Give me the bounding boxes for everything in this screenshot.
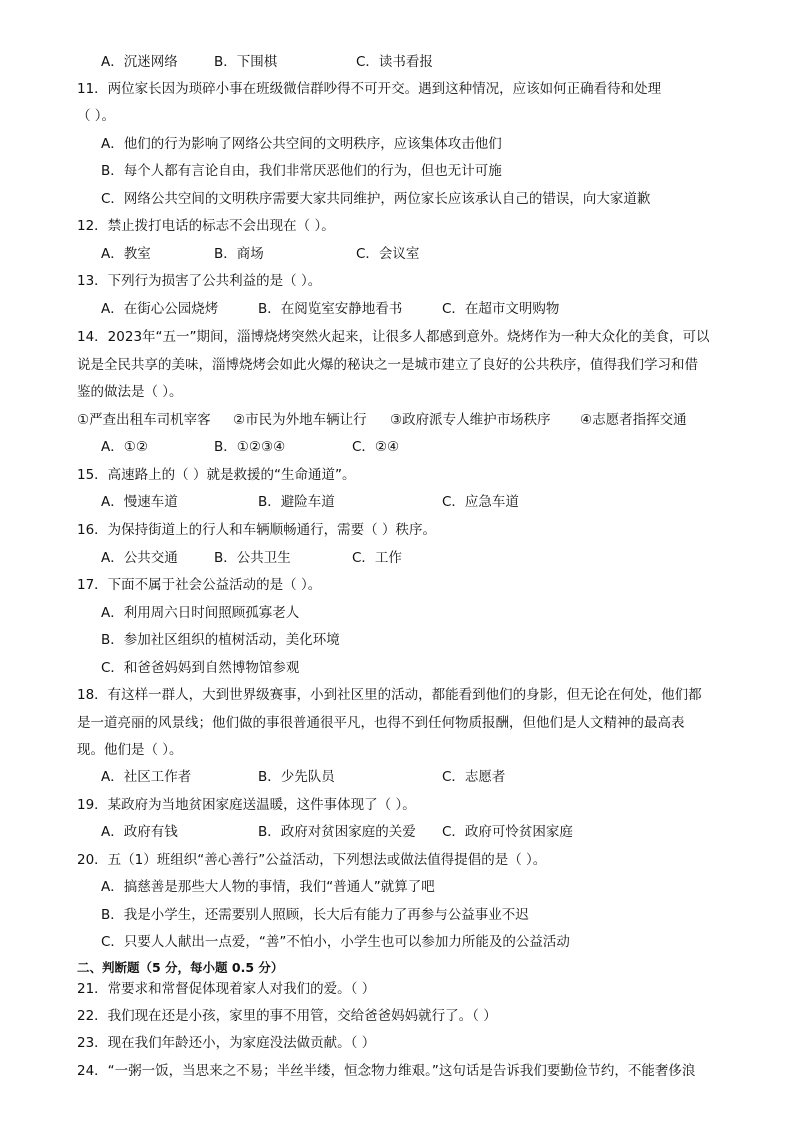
q18-option-b: B．少先队员 [258,769,335,785]
q16-stem: 16．为保持街道上的行人和车辆顺畅通行，需要（ ）秩序。 [77,522,436,538]
q19-option-c: C．政府可怜贫困家庭 [442,824,573,840]
q17-option-a: A．利用周六日时间照顾孤寡老人 [101,605,300,621]
q15-option-c: C．应急车道 [442,494,519,510]
q13-option-b: B．在阅览室安静地看书 [258,301,403,317]
q18-stem-line2: 是一道亮丽的风景线；他们做的事很普通很平凡，也得不到任何物质报酬，但他们是人文精神的最高表 [77,715,685,731]
judge-24: 24．“一粥一饭，当思来之不易；半丝半缕，恒念物力维艰。”这句话是告诉我们要勤俭节约，不能奢侈浪 [77,1063,696,1079]
q16-option-c: C．工作 [352,550,402,566]
q12-option-b: B．商场 [214,246,264,262]
q14-stem-line1: 14．2023年“五一”期间，淄博烧烤突然火起来，让很多人都感到意外。烧烤作为一种大众化的美食，可以 [77,329,710,345]
q11-stem-line1: 11．两位家长因为琐碎小事在班级微信群吵得不可开交。遇到这种情况，应该如何正确看待和处理 [77,81,662,97]
q10-option-c: C．读书看报 [356,54,433,70]
q13-option-a: A．在街心公园烧烤 [101,301,219,317]
q12-stem: 12．禁止拨打电话的标志不会出现在（ ）。 [77,218,335,234]
q20-stem: 20．五（1）班组织“善心善行”公益活动，下列想法或做法值得提倡的是（ ）。 [77,852,547,868]
q17-option-c: C．和爸爸妈妈到自然博物馆参观 [101,660,300,676]
q14-stem-line3: 鉴的做法是（ ）。 [77,384,183,400]
q13-stem: 13．下列行为损害了公共利益的是（ ）。 [77,273,322,289]
q12-option-a: A．教室 [101,246,151,262]
q10-option-b: B．下围棋 [214,54,278,70]
q19-stem: 19．某政府为当地贫困家庭送温暖，这件事体现了（ ）。 [77,797,416,813]
q18-stem-line1: 18．有这样一群人，大到世界级赛事，小到社区里的活动，都能看到他们的身影，但无论在何处，他们都 [77,687,702,703]
q14-item-4: ④志愿者指挥交通 [580,412,687,428]
q14-item-2: ②市民为外地车辆让行 [233,412,367,428]
q15-option-a: A．慢速车道 [101,494,178,510]
q17-option-b: B．参加社区组织的植树活动，美化环境 [101,632,340,648]
q16-option-a: A．公共交通 [101,550,178,566]
q14-item-3: ③政府派专人维护市场秩序 [390,412,551,428]
q14-option-a: A．①② [101,439,148,455]
q19-option-a: A．政府有钱 [101,824,178,840]
q20-option-b: B．我是小学生，还需要别人照顾，长大后有能力了再参与公益事业不迟 [101,907,529,923]
q19-option-b: B．政府对贫困家庭的关爱 [258,824,416,840]
q18-option-c: C．志愿者 [442,769,506,785]
q11-option-a: A．他们的行为影响了网络公共空间的文明秩序，应该集体攻击他们 [101,136,502,152]
q16-option-b: B．公共卫生 [214,550,291,566]
q12-option-c: C．会议室 [356,246,420,262]
q17-stem: 17．下面不属于社会公益活动的是（ ）。 [77,577,322,593]
section-2-title: 二、判断题（5 分，每小题 0.5 分） [77,960,284,975]
q18-option-a: A．社区工作者 [101,769,192,785]
q11-option-b: B．每个人都有言论自由，我们非常厌恶他们的行为，但也无计可施 [101,163,502,179]
q18-stem-line3: 现。他们是（ ）。 [77,742,183,758]
judge-21: 21．常要求和常督促体现着家人对我们的爱。（ ） [77,981,376,997]
q15-option-b: B．避险车道 [258,494,335,510]
q14-stem-line2: 说是全民共享的美味，淄博烧烤会如此火爆的秘诀之一是城市建立了良好的公共秩序，值得我们学习和借 [77,357,698,373]
q14-item-1: ①严查出租车司机宰客 [77,412,211,428]
judge-23: 23．现在我们年龄还小，为家庭没法做贡献。（ ） [77,1035,376,1051]
q10-option-a: A．沉迷网络 [101,54,178,70]
q14-option-b: B．①②③④ [214,439,286,455]
q13-option-c: C．在超市文明购物 [442,301,560,317]
q15-stem: 15．高速路上的（ ）就是救援的“生命通道”。 [77,467,356,483]
q11-option-c: C．网络公共空间的文明秩序需要大家共同维护，两位家长应该承认自己的错误，向大家道歉 [101,191,651,207]
q20-option-a: A．搞慈善是那些大人物的事情，我们“普通人”就算了吧 [101,879,435,895]
q20-option-c: C．只要人人献出一点爱，“善”不怕小，小学生也可以参加力所能及的公益活动 [101,934,570,950]
judge-22: 22．我们现在还是小孩，家里的事不用管，交给爸爸妈妈就行了。（ ） [77,1008,497,1024]
q14-option-c: C．②④ [352,439,400,455]
q11-stem-line2: （ ）。 [77,108,116,124]
